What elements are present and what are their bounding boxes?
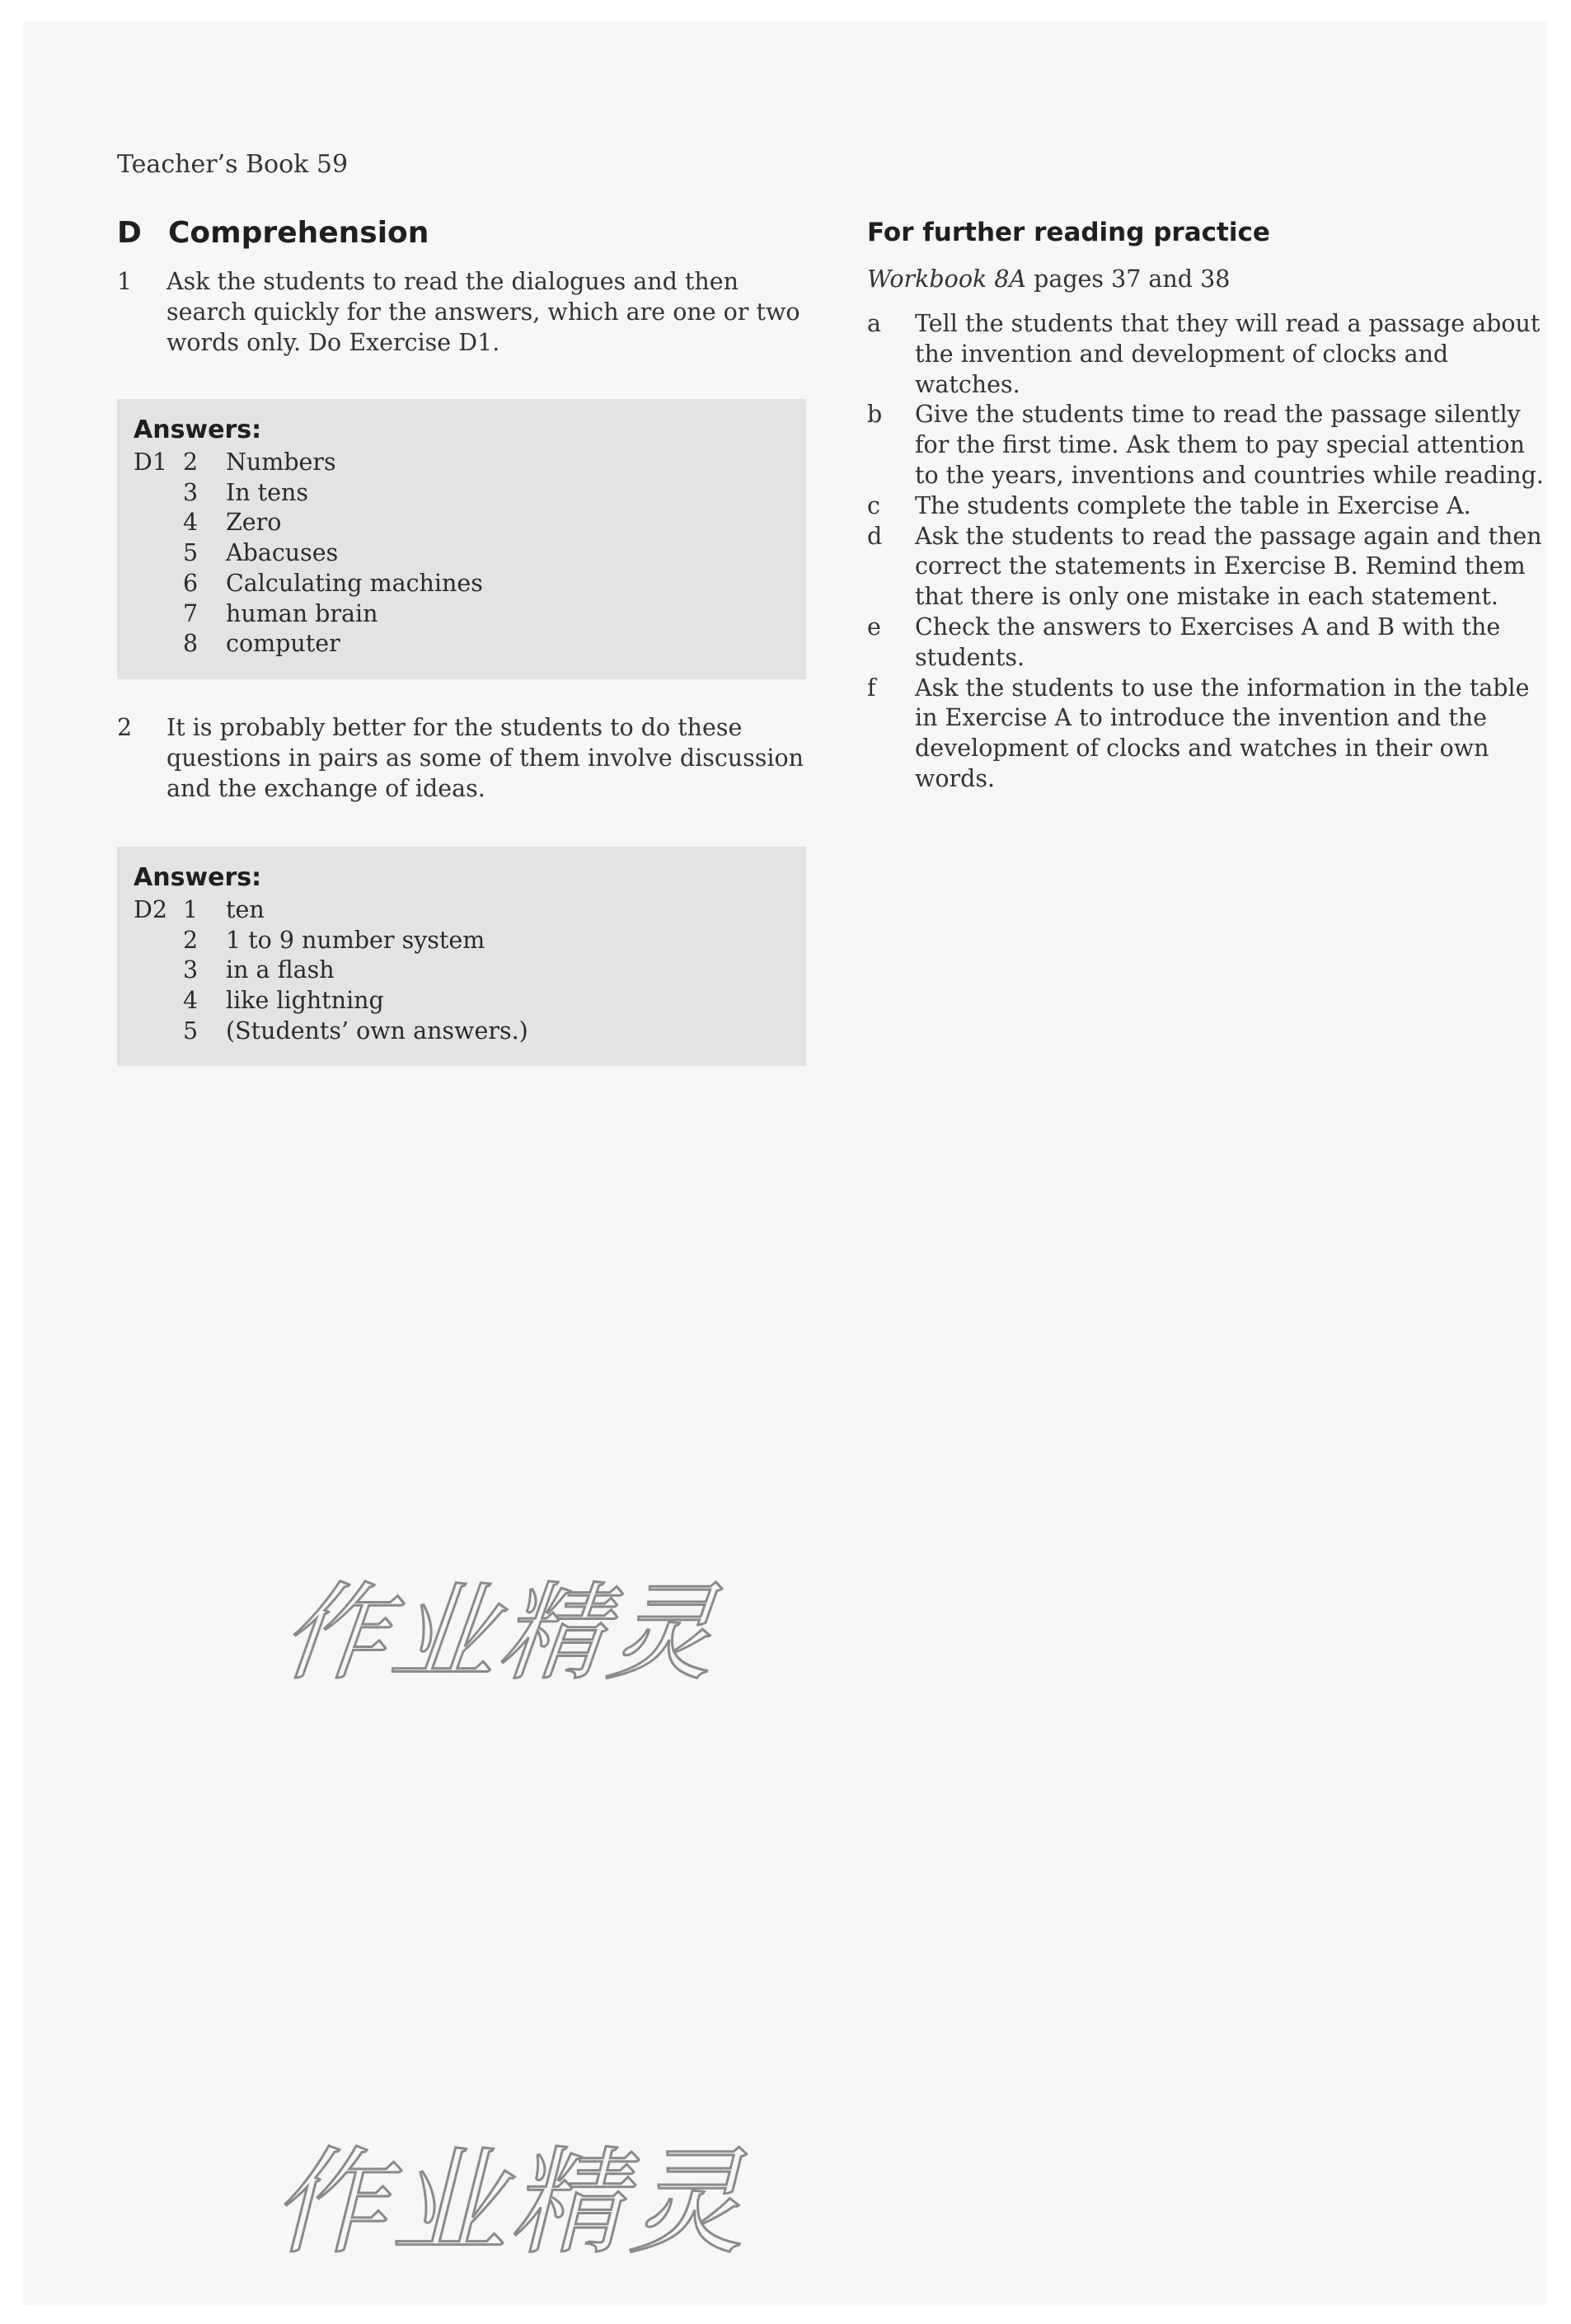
step-text: The students complete the table in Exercise A.: [915, 491, 1471, 519]
step-text: Ask the students to use the information in the table in Exercise A to introduce the invention and the development of clocks and watches in their own words.: [915, 674, 1530, 792]
workbook-title: Workbook 8A: [867, 265, 1027, 293]
running-head: Teacher’s Book 59: [117, 150, 349, 179]
answer-row: [134, 629, 806, 660]
answers-list: [134, 895, 806, 1047]
instruction-number: 1: [117, 268, 133, 295]
answer-number: 6: [183, 569, 199, 597]
step-text: Check the answers to Exercises A and B with the students.: [915, 613, 1501, 671]
answer-number: 2: [183, 448, 199, 476]
step-text: Give the students time to read the passage silently for the first time. Ask them to pay special attention to the years, inventions and countries while reading.: [915, 401, 1544, 489]
answer-text: in a flash: [226, 956, 335, 984]
answer-exercise-code: [134, 478, 183, 509]
answer-text: Calculating machines: [226, 569, 483, 597]
section-title: Comprehension: [168, 216, 429, 250]
answer-row: [134, 1016, 806, 1047]
step-item: [867, 491, 1551, 522]
answer-exercise-code: D2: [134, 895, 167, 923]
answer-number: 4: [183, 987, 199, 1015]
step-item: [867, 613, 1551, 674]
answer-number: 3: [183, 478, 199, 506]
answer-row: [134, 955, 806, 986]
instruction-text: It is probably better for the students to do these questions in pairs as some of them involve discussion and the exchange of ideas.: [166, 713, 804, 802]
answer-text: Numbers: [226, 448, 336, 476]
answer-exercise-code: [134, 629, 183, 660]
step-text: Ask the students to read the passage again and then correct the statements in Exercise B. Remind them that there is only one mistake in each statement.: [915, 522, 1542, 611]
answer-text: 1 to 9 number system: [226, 926, 485, 954]
answer-row: [134, 538, 806, 569]
answer-exercise-code: [134, 538, 183, 569]
answer-row: [134, 478, 806, 509]
answer-exercise-code: D1: [134, 448, 167, 476]
step-letter: f: [867, 674, 876, 702]
answer-row: [134, 569, 806, 599]
answer-exercise-code: [134, 955, 183, 986]
further-reading-steps: [867, 309, 1551, 795]
answer-text: In tens: [226, 478, 308, 506]
workbook-pages: pages 37 and 38: [1034, 265, 1231, 293]
step-text: Tell the students that they will read a passage about the invention and development of clocks and watches.: [915, 310, 1541, 398]
answers-title: Answers:: [134, 862, 262, 892]
section-heading: [117, 216, 808, 250]
step-item: [867, 674, 1551, 795]
instruction-number: 2: [117, 713, 133, 741]
instruction-item: [117, 712, 808, 804]
answer-exercise-code: [134, 599, 183, 630]
answer-number: 8: [183, 630, 199, 658]
step-item: [867, 522, 1551, 613]
instruction-text: Ask the students to read the dialogues and then search quickly for the answers, which are one or two words only. Do Exercise D1.: [166, 268, 800, 356]
answer-number: 5: [183, 1016, 199, 1045]
instruction-item: [117, 266, 808, 358]
answer-text: human brain: [226, 599, 378, 627]
answer-text: ten: [226, 895, 265, 923]
answers-list: [134, 448, 806, 660]
step-letter: a: [867, 310, 881, 337]
answer-number: 5: [183, 539, 199, 567]
answer-text: Abacuses: [226, 539, 339, 567]
answer-row: [134, 508, 806, 538]
answer-text: like lightning: [226, 987, 384, 1015]
answers-box-d1: [117, 399, 806, 679]
workbook-reference: [867, 265, 1551, 293]
answer-text: Zero: [226, 509, 282, 537]
answer-text: (Students’ own answers.): [226, 1016, 528, 1045]
step-item: [867, 400, 1551, 491]
answer-number: 3: [183, 956, 199, 984]
step-letter: b: [867, 401, 883, 429]
step-letter: c: [867, 491, 880, 519]
step-letter: e: [867, 613, 881, 641]
answer-exercise-code: [134, 508, 183, 538]
answer-row: [134, 986, 806, 1016]
step-letter: d: [867, 522, 883, 550]
answer-number: 7: [183, 599, 199, 627]
answer-exercise-code: [134, 986, 183, 1016]
answer-exercise-code: [134, 1016, 183, 1047]
answer-row: [134, 895, 806, 926]
answer-exercise-code: [134, 569, 183, 599]
answer-number: 2: [183, 926, 199, 954]
left-column: [117, 216, 808, 1066]
answer-row: [134, 926, 806, 956]
answers-box-d2: [117, 847, 806, 1067]
answer-text: computer: [226, 630, 340, 658]
step-item: [867, 309, 1551, 400]
watermark: 作业精灵: [275, 1572, 725, 1695]
answers-title: Answers:: [134, 416, 262, 444]
right-column: [867, 216, 1551, 795]
section-letter: D: [117, 216, 142, 250]
answer-row: [134, 599, 806, 630]
watermark: 作业精灵: [272, 2136, 748, 2270]
answer-number: 1: [183, 895, 199, 923]
further-reading-heading: For further reading practice: [867, 218, 1270, 247]
answer-number: 4: [183, 509, 199, 537]
answer-row: [134, 448, 806, 478]
answer-exercise-code: [134, 926, 183, 956]
